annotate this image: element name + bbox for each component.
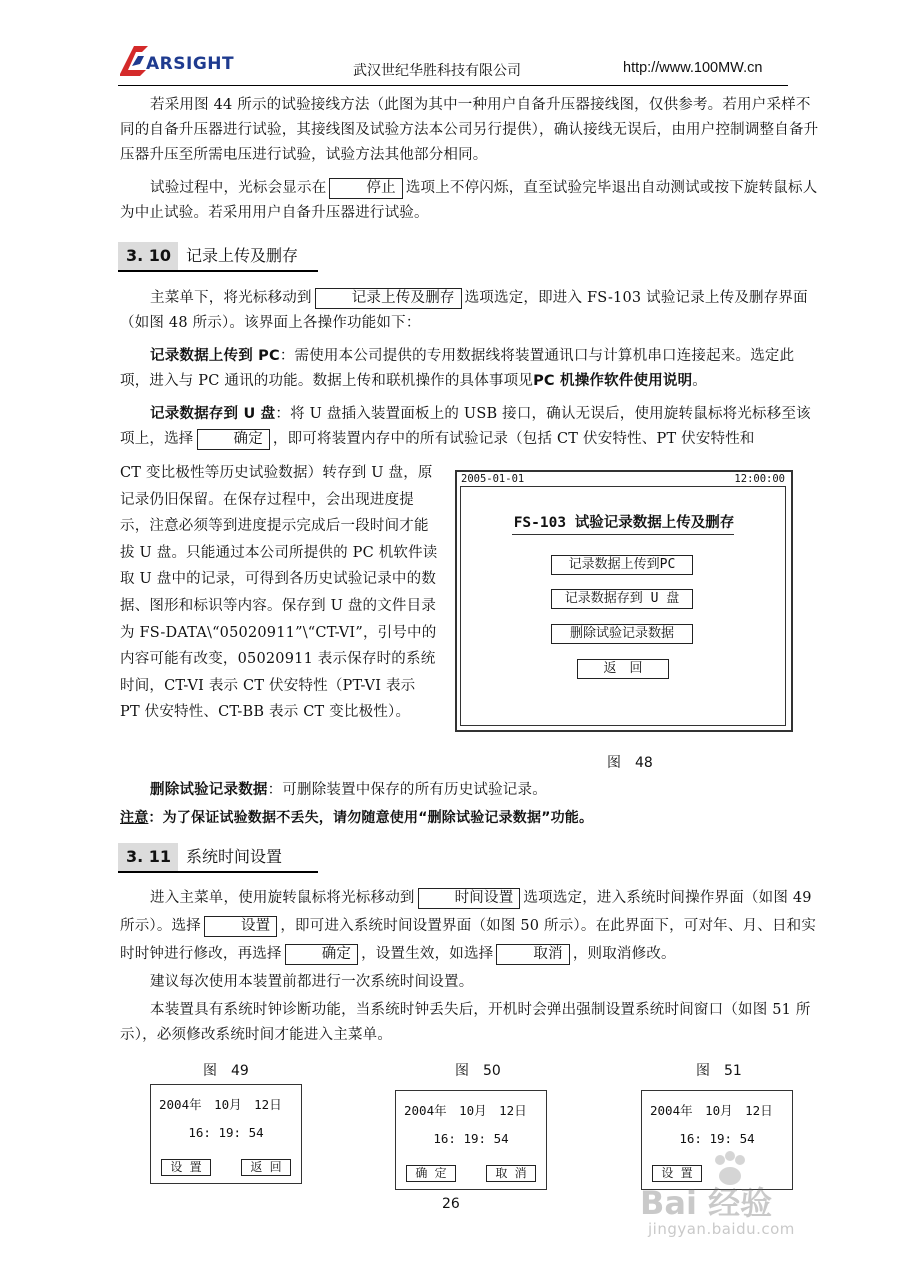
section-title: 记录上传及删存	[186, 246, 299, 265]
stop-option-box: 停止	[329, 178, 402, 199]
note-label: 注意	[120, 810, 149, 826]
back-button[interactable]: 返 回	[577, 659, 669, 679]
company-name: 武汉世纪华胜科技有限公司	[353, 63, 521, 79]
s311-p1-d: ，设置生效，如选择	[361, 946, 494, 962]
s310-paragraph-2	[120, 344, 820, 394]
upload-to-pc-button[interactable]: 记录数据上传到PC	[551, 555, 693, 575]
s311-paragraph-2: 建议每次使用本装置前都进行一次系统时间设置。	[150, 974, 474, 990]
s310-paragraph-3-cont: CT 变比极性等历史试验数据）转存到 U 盘，原记录仍旧保留。在保存过程中，会出现进度提示，注意必须等到进度提示完成后一段时间才能拔 U 盘。只能通过本公司所提供的 PC 机软件读取 U 盘中的记录，可得到各历史试验记录中的数据、图形和标识等内容。保存到 U 盘的文件目录为 FS-DATA\“05020911”\“CT-VI”，引号中的内容可能有改变，05020911 表示保存时的系统时间，CT-VI 表示 CT 伏安特性（PT-VI 表示 PT 伏安特性、CT-BB 表示 CT 变比极性）。	[120, 465, 438, 721]
cancel-box: 取消	[496, 944, 569, 965]
upload-pc-end: 。	[692, 373, 707, 389]
fig49-back-button[interactable]: 返 回	[241, 1159, 291, 1176]
save-usb-label: 记录数据存到 U 盘	[150, 406, 276, 422]
figure-49-screen	[150, 1084, 302, 1184]
figure-50-screen	[395, 1090, 547, 1190]
intro-paragraph-2	[120, 176, 820, 226]
logo-text: ARSIGHT	[146, 54, 235, 74]
s310-paragraph-3	[120, 402, 820, 452]
intro-p2-a: 试验过程中，光标会显示在	[150, 180, 327, 196]
section-3-11-heading	[118, 843, 318, 873]
baidu-watermark	[640, 1150, 860, 1240]
fig51-time: 16: 19: 54	[679, 1131, 755, 1146]
header	[118, 40, 788, 86]
fig50-confirm-button[interactable]: 确 定	[406, 1165, 456, 1182]
fig51-set-button[interactable]: 设 置	[652, 1165, 702, 1182]
fig48-time: 12:00:00	[734, 473, 785, 485]
fig49-date: 2004年 10月 12日	[159, 1097, 282, 1112]
fig50-time: 16: 19: 54	[433, 1131, 509, 1146]
intro-p2-b: 选项上不停闪烁，直至试验完毕退出自动测试或按下旋转鼠标人为中止试验。若采用用户自备升压器进行试验。	[120, 180, 818, 221]
figure-50-caption: 图 50	[455, 1063, 501, 1079]
save-usb-text-b: ，即可将装置内存中的所有试验记录（包括 CT 伏安特性、PT 伏安特性和	[272, 431, 755, 447]
note-text: ：为了保证试验数据不丢失，请勿随意使用“删除试验记录数据”功能。	[148, 810, 594, 826]
section-number: 3. 11	[118, 843, 178, 871]
delete-records-button[interactable]: 删除试验记录数据	[551, 624, 693, 644]
delete-records-text: ：可删除装置中保存的所有历史试验记录。	[267, 782, 547, 798]
s311-p1-c: ，即可进入系统时间设置界面（如图 50 所示）。在此界面下，可对年、月、日和实时时钟进行修改，再选择	[120, 918, 817, 962]
delete-records-label: 删除试验记录数据	[150, 782, 268, 798]
logo	[118, 44, 248, 80]
page-number: 26	[442, 1196, 460, 1212]
s311-p1-a: 进入主菜单，使用旋转鼠标将光标移动到	[150, 890, 415, 906]
save-usb-text-a: ：将 U 盘插入装置面板上的 USB 接口，确认无误后，使用旋转鼠标将光标移至该项上，选择	[120, 406, 811, 447]
s310-paragraph-4	[120, 778, 820, 803]
company-url[interactable]: http://www.100MW.cn	[623, 60, 763, 76]
watermark-main: Bai 经验	[640, 1184, 773, 1222]
s311-p1-e: ，则取消修改。	[572, 946, 676, 962]
figure-49-caption: 图 49	[203, 1063, 249, 1079]
fig49-time: 16: 19: 54	[188, 1125, 264, 1140]
fig49-set-button[interactable]: 设 置	[161, 1159, 211, 1176]
upload-pc-text: ：需使用本公司提供的专用数据线将装置通讯口与计算机串口连接起来。选定此项，进入与 PC 通讯的功能。数据上传和联机操作的具体事项见	[120, 348, 795, 389]
s311-p1-b: 选项选定，进入系统时间操作界面（如图 49 所示）。选择	[120, 890, 812, 934]
time-setting-box: 时间设置	[418, 888, 521, 909]
figure-51-caption: 图 51	[696, 1063, 742, 1079]
upload-pc-label: 记录数据上传到 PC	[150, 348, 280, 364]
s310-paragraph-1	[120, 286, 820, 336]
s311-paragraph-1	[120, 884, 820, 968]
fig48-title-rule	[512, 534, 734, 535]
s310-p1-b: 选项选定，即进入 FS-103 试验记录上传及删存界面（如图 48 所示）。该界面上各操作功能如下：	[120, 290, 808, 331]
s310-p1-a: 主菜单下，将光标移动到	[150, 290, 312, 306]
section-title: 系统时间设置	[186, 847, 283, 866]
confirm-box: 确定	[285, 944, 358, 965]
section-3-10-heading	[118, 242, 318, 272]
figure-48-screen	[455, 470, 793, 732]
fig51-date: 2004年 10月 12日	[650, 1103, 773, 1118]
save-to-usb-button[interactable]: 记录数据存到 U 盘	[551, 589, 693, 609]
fig48-title: FS-103 试验记录数据上传及删存	[513, 515, 735, 531]
fig50-date: 2004年 10月 12日	[404, 1103, 527, 1118]
figure-48-caption: 图 48	[607, 755, 653, 771]
watermark-sub: jingyan.baidu.com	[648, 1220, 795, 1238]
intro-paragraph-1: 若采用图 44 所示的试验接线方法（此图为其中一种用户自备升压器接线图，仅供参考。若用户采样不同的自备升压器进行试验，其接线图及试验方法本公司另行提供），确认接线无误后，由用户控制调整自备升压器升压至所需电压进行试验，试验方法其他部分相同。	[120, 97, 819, 163]
pc-software-ref: PC 机操作软件使用说明	[533, 373, 693, 389]
confirm-box: 确定	[197, 429, 270, 450]
record-menu-box: 记录上传及删存	[315, 288, 462, 309]
fig48-date: 2005-01-01	[461, 473, 525, 485]
s311-paragraph-3: 本装置具有系统时钟诊断功能，当系统时钟丢失后，开机时会弹出强制设置系统时间窗口（如图 51 所示），必须修改系统时间才能进入主菜单。	[120, 1002, 811, 1043]
set-box: 设置	[204, 916, 277, 937]
section-number: 3. 10	[118, 242, 178, 270]
fig50-cancel-button[interactable]: 取 消	[486, 1165, 536, 1182]
s310-note	[120, 806, 820, 831]
